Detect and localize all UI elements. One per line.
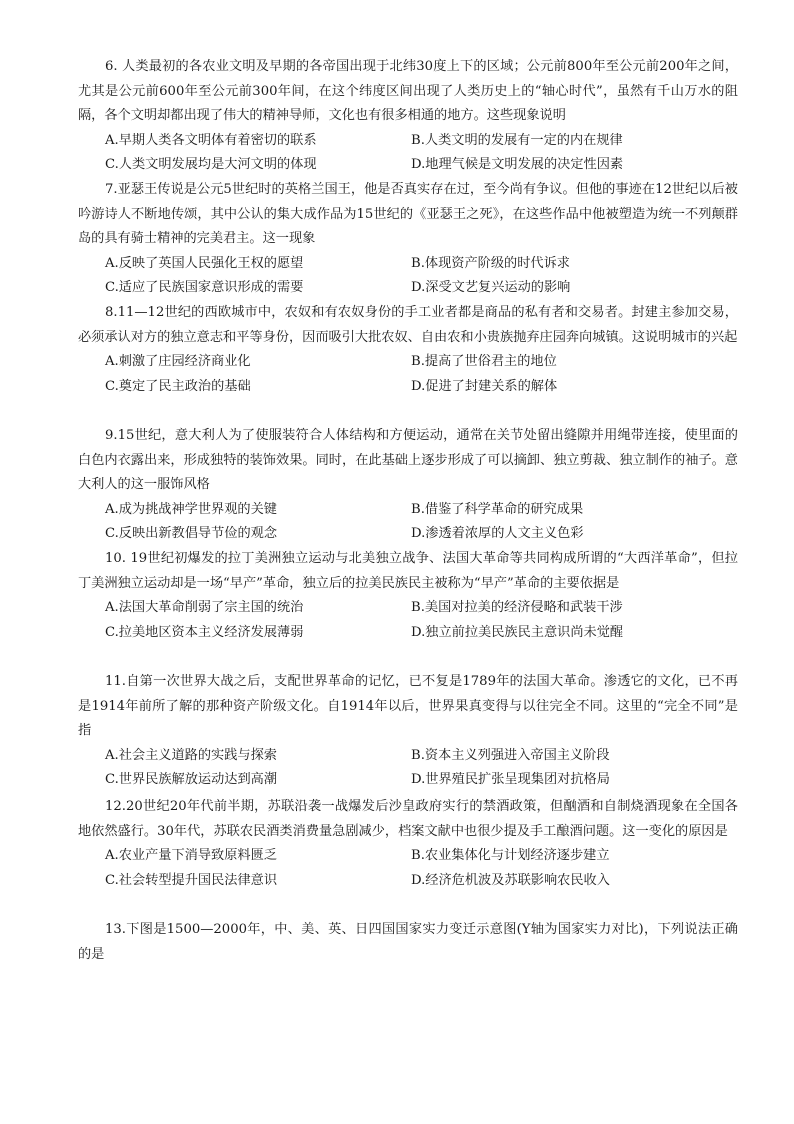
option-c[interactable]: C.反映出新教倡导节俭的观念 [105,526,278,542]
option-a[interactable]: A.早期人类各文明体有着密切的联系 [105,132,317,148]
option-a[interactable]: A.农业产量下消导致原料匮乏 [105,848,277,864]
option-b[interactable]: B.借鉴了科学革命的研究成果 [411,501,584,517]
option-c[interactable]: C.人类文明发展均是大河文明的体现 [105,157,317,173]
option-a[interactable]: A.社会主义道路的实践与探索 [105,747,277,763]
option-b[interactable]: B.美国对拉美的经济侵略和武装干涉 [411,600,623,616]
option-b[interactable]: B.农业集体化与计划经济逐步建立 [411,848,610,864]
question-8 [78,301,738,399]
option-d[interactable]: D.经济危机波及苏联影响农民收入 [411,872,610,888]
option-d[interactable]: D.深受文艺复兴运动的影响 [411,280,571,296]
question-stem: 9.15世纪，意大利人为了使服装符合人体结构和方便运动，通常在关节处留出缝隙并用绳带连接，使里面的白色内衣露出来，形成独特的装饰效果。同时，在此基础上逐步形成了可以摘卸、独立剪裁、独立制作的袖子。意大利人的这一服饰风格 [78,428,738,493]
question-stem: 6. 人类最初的各农业文明及早期的各帝国出现于北纬30度上下的区域；公元前800年至公元前200年之间，尤其是公元前600年至公元前300年间，在这个纬度区间出现了人类历史上的“轴心时代”，虽然有千山万水的阻隔，各个文明却都出现了伟大的精神导师，文化也有很多相通的地方。这些现象说明 [78,59,738,124]
option-a[interactable]: A.刺激了庄园经济商业化 [105,354,251,370]
option-a[interactable]: A.成为挑战神学世界观的关键 [105,501,277,517]
option-b[interactable]: B.体现资产阶级的时代诉求 [411,255,570,271]
option-c[interactable]: C.适应了民族国家意识形成的需要 [105,280,304,296]
question-stem: 11.自第一次世界大战之后，支配世界革命的记忆，已不复是1789年的法国大革命。渗透它的文化，已不再是1914年前所了解的那种资产阶级文化。自1914年以后，世界果真变得与以往完全不同。这里的“完全不同”是指 [78,674,738,739]
question-13 [78,918,738,967]
option-c[interactable]: C.社会转型提升国民法律意识 [105,872,278,888]
question-stem: 12.20世纪20年代前半期，苏联沿袭一战爆发后沙皇政府实行的禁酒政策，但酗酒和自制烧酒现象在全国各地依然盛行。30年代，苏联农民酒类消费量急剧减少，档案文献中也很少提及手工酿酒问题。这一变化的原因是 [78,799,738,839]
option-d[interactable]: D.促进了封建关系的解体 [411,378,558,394]
option-c[interactable]: C.世界民族解放运动达到高潮 [105,772,278,788]
option-d[interactable]: D.独立前拉美民族民主意识尚未觉醒 [411,624,624,640]
option-d[interactable]: D.地理气候是文明发展的决定性因素 [411,157,624,173]
question-7 [78,178,738,301]
option-a[interactable]: A.反映了英国人民强化王权的愿望 [105,255,304,271]
option-b[interactable]: B.提高了世俗君主的地位 [411,354,557,370]
option-b[interactable]: B.资本主义列强进入帝国主义阶段 [411,747,610,763]
option-c[interactable]: C.奠定了民主政治的基础 [105,378,251,394]
option-c[interactable]: C.拉美地区资本主义经济发展薄弱 [105,624,304,640]
question-12 [78,795,738,893]
question-stem: 7.亚瑟王传说是公元5世纪时的英格兰国王，他是否真实存在过，至今尚有争议。但他的事迹在12世纪以后被吟游诗人不断地传颂，其中公认的集大成作品为15世纪的《亚瑟王之死》，在这些作品中他被塑造为统一不列颠群岛的具有骑士精神的完美君主。这一现象 [78,182,738,247]
option-d[interactable]: D.渗透着浓厚的人文主义色彩 [411,526,584,542]
question-9 [78,424,738,547]
question-10 [78,547,738,645]
question-11 [78,670,738,793]
question-6 [78,55,738,178]
option-a[interactable]: A.法国大革命削弱了宗主国的统治 [105,600,304,616]
question-stem: 10. 19世纪初爆发的拉丁美洲独立运动与北美独立战争、法国大革命等共同构成所谓的“大西洋革命”，但拉丁美洲独立运动却是一场“早产”革命，独立后的拉美民族民主被称为“早产”革命的主要依据是 [78,551,738,591]
option-d[interactable]: D.世界殖民扩张呈现集团对抗格局 [411,772,610,788]
option-b[interactable]: B.人类文明的发展有一定的内在规律 [411,132,623,148]
question-stem: 8.11—12世纪的西欧城市中，农奴和有农奴身份的手工业者都是商品的私有者和交易者。封建主参加交易，必须承认对方的独立意志和平等身份，因而吸引大批农奴、自由农和小贵族抛弃庄园奔向城镇。这说明城市的兴起 [78,305,738,345]
question-stem: 13.下图是1500—2000年，中、美、英、日四国国家实力变迁示意图(Y轴为国家实力对比)，下列说法正确的是 [78,922,738,962]
